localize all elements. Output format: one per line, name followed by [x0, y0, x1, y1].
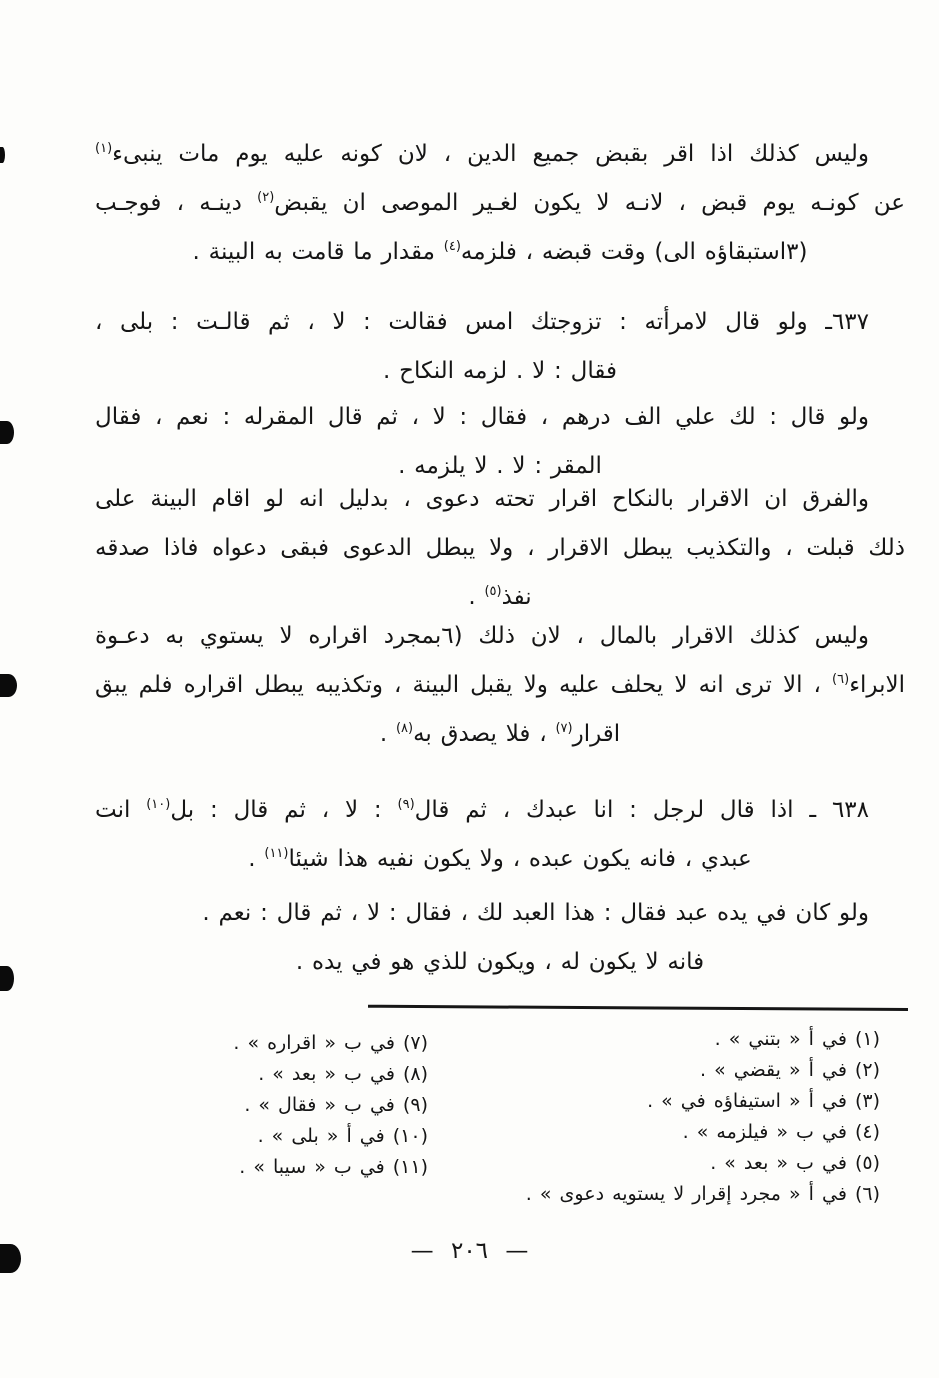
- footnotes-right-column: [420, 1024, 880, 1210]
- footnote-item: (١) في أ « بتني » .: [714, 1028, 880, 1050]
- paragraph: [95, 130, 905, 277]
- body-line: (٣استبقاؤه الى) وقت قبضه ، فلزمه$^{(٤)}$ مقدار ما قامت به البينة .: [192, 239, 808, 265]
- body-line: فانه لا يكون له ، ويكون للذي هو في يده .: [295, 949, 705, 975]
- paragraph: [95, 612, 905, 759]
- body-line: والفرق ان الاقرار بالنكاح اقرار تحته دعوى ، بدليل انه لو اقام البينة على: [95, 486, 869, 512]
- footnote-item: (٨) في ب « بعد » .: [258, 1063, 428, 1085]
- body-line: ٦٣٨ ـ اذا قال لرجل : انا عبدك ، ثم قال$^{(٩)}$ : لا ، ثم قال : بل$^{(١٠)}$ انت: [95, 797, 869, 823]
- paragraph: [95, 475, 905, 622]
- body-line: وليس كذلك الاقرار بالمال ، لان ذلك (٦بمجرد اقراره لا يستوي به دعـوة: [95, 623, 869, 649]
- footnote-item: (١١) في ب « سيبا » .: [239, 1156, 428, 1178]
- footnotes-left-column: [128, 1028, 428, 1183]
- footnote-divider: [368, 1005, 908, 1011]
- footnote-item: (٦) في أ « مجرد إقرار لا يستويه دعوى » .: [525, 1183, 880, 1205]
- paragraph-638: [95, 786, 905, 884]
- body-line: الابراء$^{(٦)}$ ، الا ترى انه لا يحلف عليه ولا يقبل البينة ، وتكذيبه يبطل اقراره فلم يبق: [95, 672, 905, 698]
- body-line: المقر : لا . لا يلزمه .: [398, 453, 602, 479]
- page-number: — ٢٠٦ —: [410, 1238, 529, 1264]
- ink-mark: [0, 966, 14, 991]
- paragraph: [95, 889, 905, 987]
- body-line: ٦٣٧ـ ولو قال لامرأته : تزوجتك امس فقالت : لا ، ثم قالـت : بلى ،: [95, 309, 869, 335]
- body-line: فقال : لا . لزمه النكاح .: [383, 358, 617, 384]
- footnote-item: (١٠) في أ « بلى » .: [257, 1125, 428, 1147]
- paragraph-637: [95, 298, 905, 396]
- footnote-item: (٥) في ب « بعد » .: [710, 1152, 880, 1174]
- footnote-item: (٤) في ب « فيلزمه » .: [682, 1121, 880, 1143]
- body-line: ولو قال : لك علي الف درهم ، فقال : لا ، ثم قال المقرله : نعم ، فقال: [95, 404, 869, 430]
- body-line: وليس كذلك اذا اقر بقبض جميع الدين ، لان كونه عليه يوم مات ينبىء$^{(١)}$: [95, 141, 869, 167]
- footnote-item: (٢) في أ « يقضي » .: [700, 1059, 880, 1081]
- body-line: ذلك قبلت ، والتكذيب يبطل الاقرار ، ولا يبطل الدعوى فبقى دعواه فاذا صدقه: [95, 535, 905, 561]
- footnote-item: (٩) في ب « فقال » .: [244, 1094, 428, 1116]
- body-line: نفذ$^{(٥)}$ .: [468, 584, 532, 610]
- body-line: اقرار$^{(٧)}$ ، فلا يصدق به$^{(٨)}$ .: [379, 721, 621, 747]
- footnote-item: (٧) في ب « اقراره » .: [233, 1032, 428, 1054]
- body-line: عن كونـه يوم قبض ، لانـه لا يكون لغـير الموصى ان يقبض$^{(٢)}$ دينـه ، فوجـب: [95, 190, 905, 216]
- ink-mark: [0, 147, 5, 163]
- footnote-item: (٣) في أ « استيفاؤه في » .: [647, 1090, 880, 1112]
- ink-mark: [0, 421, 14, 444]
- body-line: ولو كان في يده عبد فقال : هذا العبد لك ، فقال : لا ، ثم قال : نعم .: [202, 900, 869, 926]
- body-line: عبدي ، فانه يكون عبده ، ولا يكون نفيه هذا شيئا$^{(١١)}$ .: [248, 846, 752, 872]
- ink-mark: [0, 674, 17, 697]
